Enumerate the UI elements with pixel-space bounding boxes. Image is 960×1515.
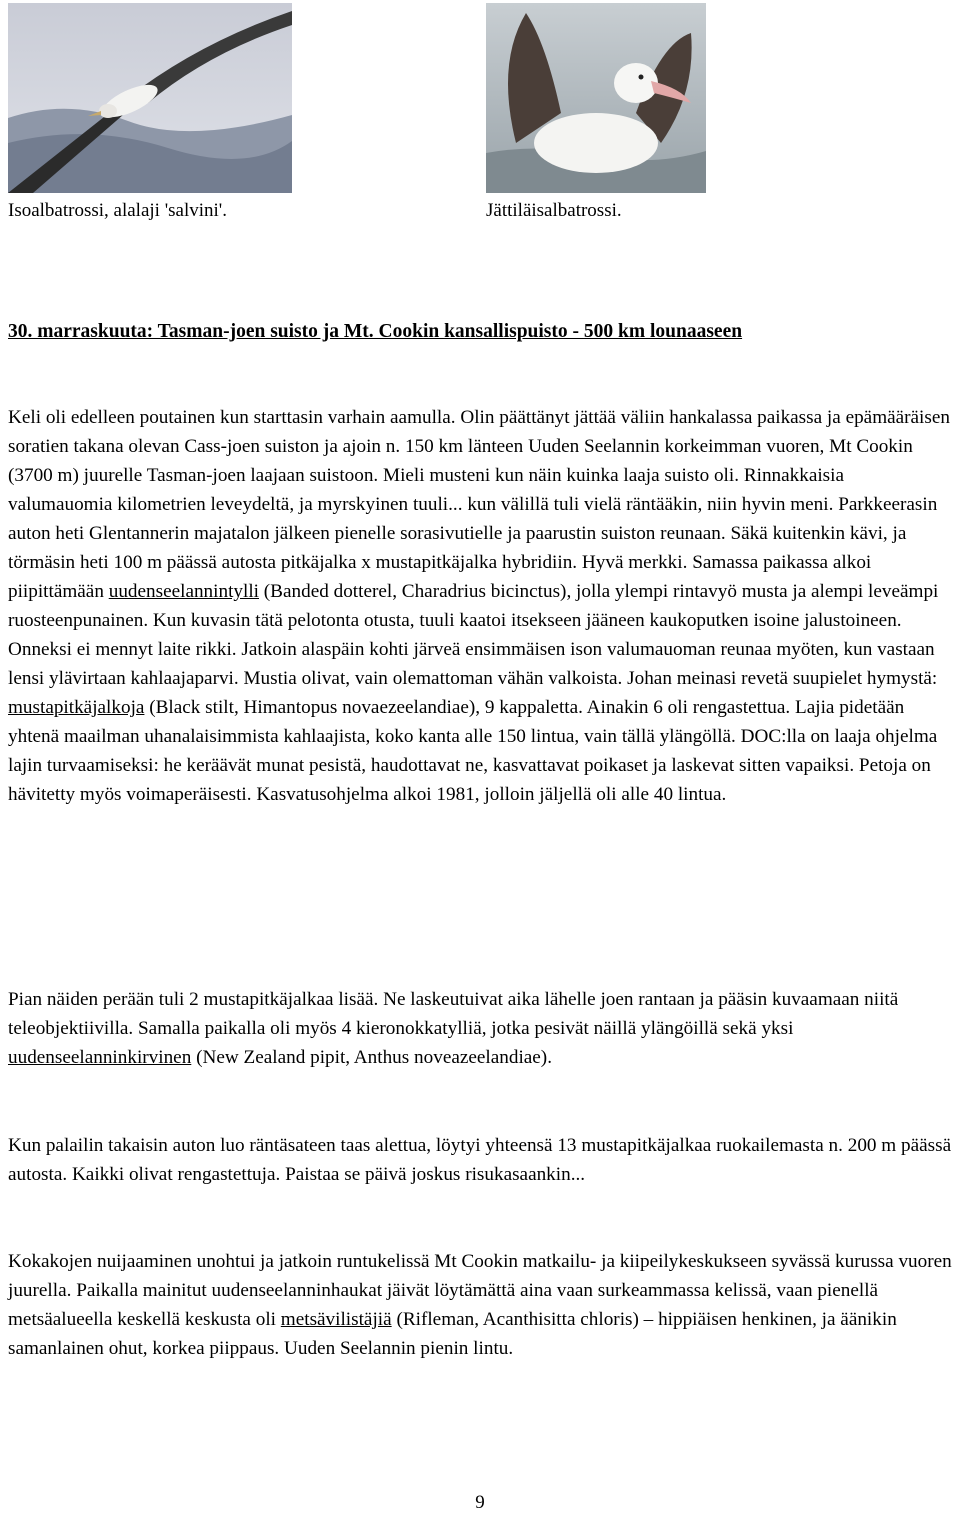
body-paragraph bbox=[8, 1247, 952, 1363]
body-paragraph bbox=[8, 985, 952, 1072]
photo-caption: Jättiläisalbatrossi. bbox=[486, 200, 622, 221]
body-paragraph bbox=[8, 1131, 952, 1189]
photo-albatross-water bbox=[486, 3, 706, 193]
paragraph-text: Pian näiden perään tuli 2 mustapitkäjalkaa lisää. Ne laskeutuivat aika lähelle joen rantaan ja pääsin kuvaamaan niitä teleobjektiivilla. Samalla paikalla oli myös 4 kieronokkatylliä, jotka pesivät näillä ylängöillä sekä yksi bbox=[8, 989, 899, 1039]
photo-albatross-flight bbox=[8, 3, 292, 193]
body-paragraph bbox=[8, 403, 952, 809]
albatross-water-image bbox=[486, 3, 706, 193]
paragraph-text: Kokakojen nuijaaminen unohtui ja jatkoin runtukelissä Mt Cookin matkailu- ja kiipeilykeskukseen syvässä kurussa vuoren juurella. Paikalla mainitut uudenseelanninhaukat jäivät löytämättä aina vaan surkeammassa kelissä, vaan pienellä metsäalueella keskellä keskusta oli bbox=[8, 1251, 952, 1330]
page-number: 9 bbox=[475, 1492, 485, 1513]
albatross-flight-image bbox=[8, 3, 292, 193]
species-link[interactable]: uudenseelanninkirvinen bbox=[8, 1047, 192, 1068]
paragraph-text: (Rifleman, Acanthisitta chloris) – hippiäisen henkinen, ja äänikin samanlainen ohut, korkea piippaus. Uuden Seelannin pienin lintu. bbox=[8, 1309, 897, 1359]
paragraph-text: Kun palailin takaisin auton luo räntäsateen taas alettua, löytyi yhteensä 13 mustapitkäjalkaa ruokailemasta n. 200 m päässä autosta. Kaikki olivat rengastettuja. Paistaa se päivä joskus risukasaankin... bbox=[8, 1135, 952, 1185]
paragraph-text: (Black stilt, Himantopus novaezeelandiae), 9 kappaletta. Ainakin 6 oli rengastettua. Lajia pidetään yhtenä maailman uhanalaisimmista kahlaajista, koko kanta alle 150 lintua, vain tällä ylängöllä. DOC:lla on laaja ohjelma lajin turvaamiseksi: he keräävät munat pesistä, haudottavat ne, kasvattavat poikaset ja laskevat sitten vapaiksi. Petoja on hävitetty myös voimaperäisesti. Kasvatusohjelma alkoi 1981, jolloin jäljellä oli alle 40 lintua. bbox=[8, 697, 938, 805]
species-link[interactable]: uudenseelannintylli bbox=[108, 581, 259, 602]
species-link[interactable]: metsävilistäjiä bbox=[280, 1309, 392, 1330]
paragraph-text: (Banded dotterel, Charadrius bicinctus), jolla ylempi rintavyö musta ja alempi leveämpi ruosteenpunainen. Kun kuvasin tätä pelotonta otusta, tuuli kaatoi itsekseen jääneen kaukoputken isoine jalustoineen. Onneksi ei mennyt laite rikki. Jatkoin alaspäin kohti järveä ensimmäisen ison valumauoman reunaa myöten, kun vastaan lensi ylävirtaan kahlaajaparvi. Mustia olivat, vain olemattoman vähän valkoista. Johan meinasi revetä suupielet hymystä: bbox=[8, 581, 939, 689]
photo-caption: Isoalbatrossi, alalaji 'salvini'. bbox=[8, 200, 227, 221]
species-link[interactable]: mustapitkäjalkoja bbox=[8, 697, 145, 718]
paragraph-text: (New Zealand pipit, Anthus noveazeelandiae). bbox=[191, 1047, 552, 1068]
paragraph-text: Keli oli edelleen poutainen kun starttasin varhain aamulla. Olin päättänyt jättää väliin hankalassa paikassa ja epämääräisen soratien takana olevan Cass-joen suiston ja ajoin n. 150 km länteen Uuden Seelannin korkeimman vuoren, Mt Cookin (3700 m) juurelle Tasman-joen laajaan suistoon. Mieli musteni kun näin kuinka laaja suisto oli. Rinnakkaisia valumauomia kilometrien leveydeltä, ja myrskyinen tuuli... kun välillä tuli vielä räntääkin, niin hyvin meni. Parkkeerasin auton heti Glentannerin majatalon jälkeen pienelle sorasivutielle ja paarustin suiston reunaan. Säkä kuitenkin kävi, ja törmäsin heti 100 m päässä autosta pitkäjalka x mustapitkäjalka hybridiin. Hyvä merkki. Samassa paikassa alkoi piipittämään bbox=[8, 407, 950, 602]
section-heading: 30. marraskuuta: Tasman-joen suisto ja Mt. Cookin kansallispuisto - 500 km lounaaseen bbox=[8, 321, 743, 342]
